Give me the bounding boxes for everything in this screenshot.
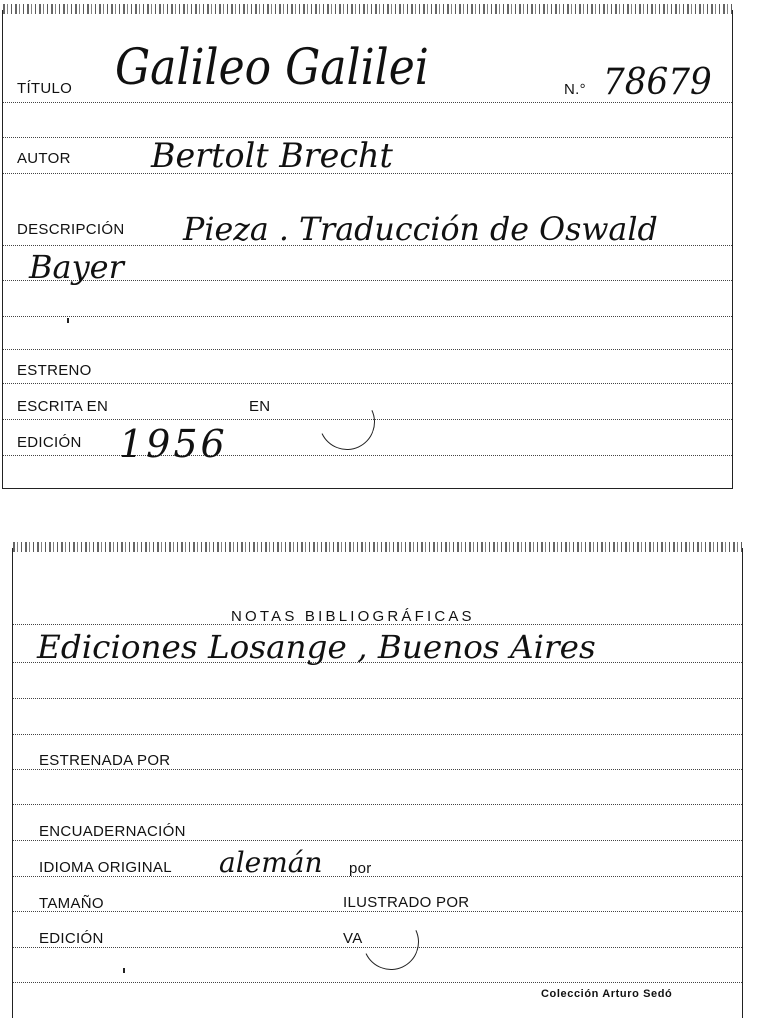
label-estrenada-por: ESTRENADA POR: [39, 752, 171, 769]
label-titulo: TÍTULO: [17, 80, 73, 97]
label-ilustrado-por: ILUSTRADO POR: [343, 894, 470, 911]
rule-line: [13, 911, 742, 912]
rule-line: [3, 349, 732, 350]
rule-line: [13, 982, 742, 983]
label-por: por: [349, 860, 372, 877]
label-numero: N.°: [564, 81, 586, 98]
torn-top-edge: [13, 542, 742, 552]
stamp-arc: [311, 386, 383, 458]
value-numero: 78679: [603, 62, 712, 103]
label-escrita-en: ESCRITA EN: [17, 398, 109, 415]
rule-line: [3, 455, 732, 456]
value-idioma-original: alemán: [219, 846, 323, 879]
label-idioma-original: IDIOMA ORIGINAL: [39, 859, 172, 876]
rule-line: [13, 804, 742, 805]
value-notas: Ediciones Losange , Buenos Aires: [37, 628, 596, 666]
label-va: VA: [343, 930, 363, 947]
ink-mark: [67, 318, 69, 323]
rule-line: [13, 769, 742, 770]
label-encuadernacion: ENCUADERNACIÓN: [39, 823, 186, 840]
rule-line: [13, 698, 742, 699]
value-autor: Bertolt Brecht: [151, 136, 393, 176]
label-tamano: TAMAÑO: [39, 895, 104, 912]
rule-line: [13, 876, 742, 877]
value-descripcion-line1: Pieza . Traducción de Oswald: [183, 210, 658, 248]
label-en: EN: [249, 398, 271, 415]
torn-top-edge: [3, 4, 732, 14]
label-estreno: ESTRENO: [17, 362, 92, 379]
rule-line: [3, 316, 732, 317]
label-descripcion: DESCRIPCIÓN: [17, 221, 125, 238]
label-autor: AUTOR: [17, 150, 71, 167]
rule-line: [13, 840, 742, 841]
label-edicion: EDICIÓN: [39, 930, 104, 947]
rule-line: [3, 383, 732, 384]
catalog-card-bottom: [12, 548, 743, 1018]
value-titulo: Galileo Galilei: [115, 38, 429, 96]
value-edicion: 1956: [119, 422, 228, 466]
collection-credit: Colección Arturo Sedó: [541, 988, 673, 1000]
stamp-arc: [355, 906, 427, 978]
ink-mark: [123, 968, 125, 973]
heading-notas-bibliograficas: NOTAS BIBLIOGRÁFICAS: [231, 608, 475, 625]
catalog-card-top: [2, 10, 733, 489]
rule-line: [13, 734, 742, 735]
value-descripcion-line2: Bayer: [29, 248, 124, 286]
label-edicion: EDICIÓN: [17, 434, 82, 451]
